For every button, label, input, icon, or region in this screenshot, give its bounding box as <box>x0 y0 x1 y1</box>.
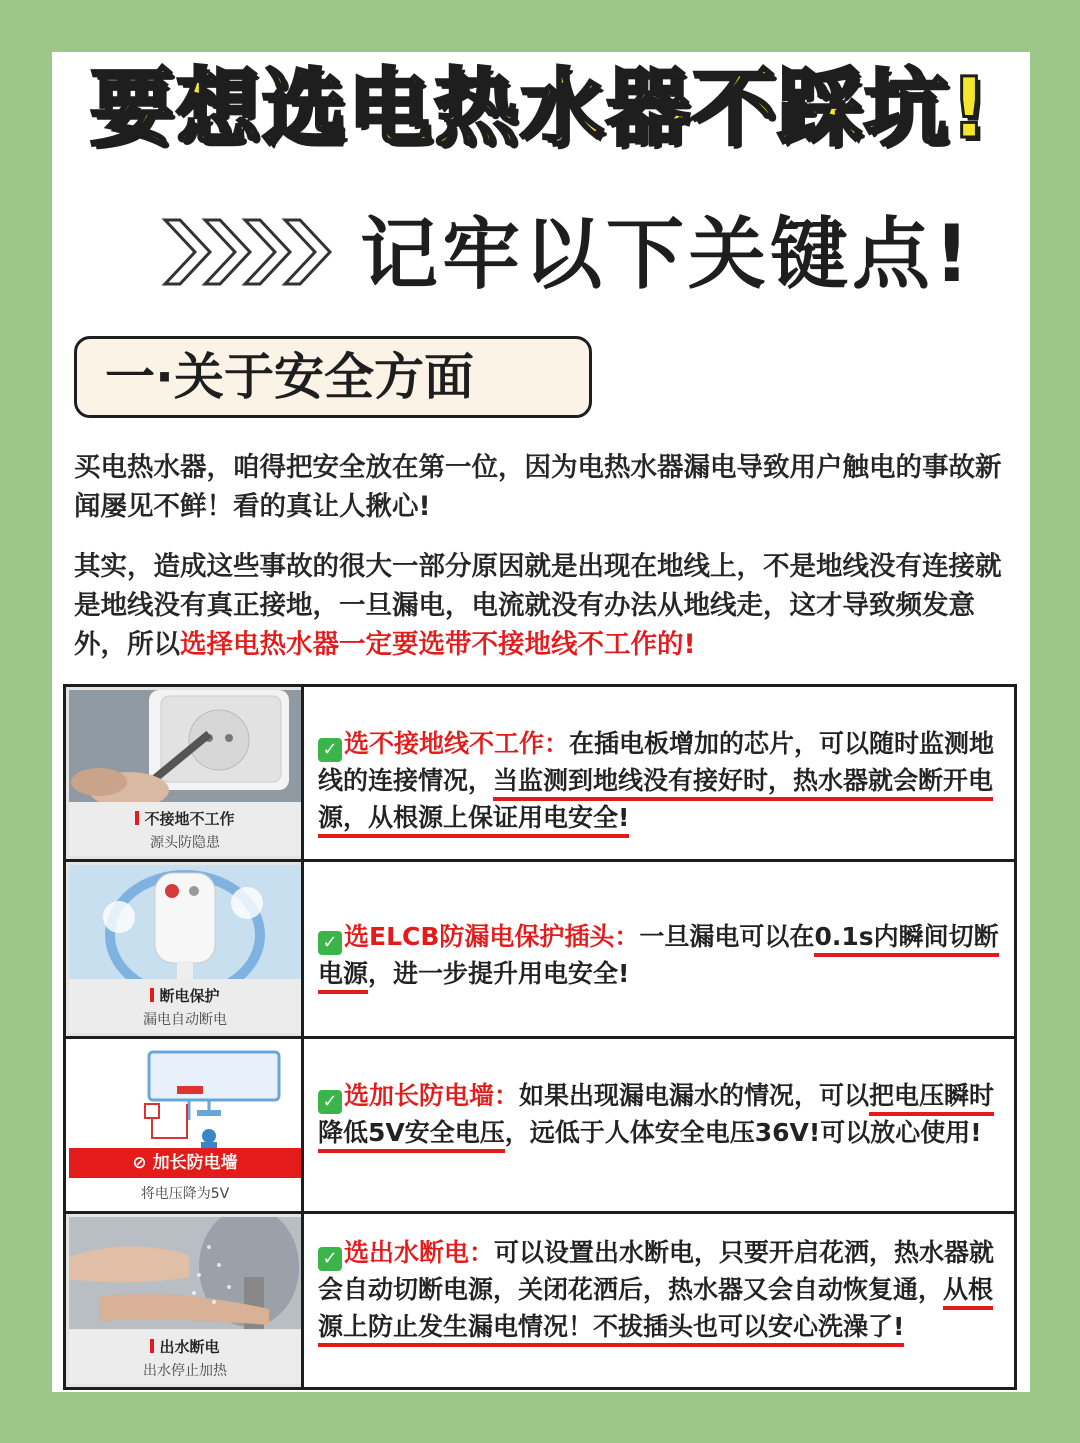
shield-check-icon: ⊘ <box>132 1153 147 1173</box>
feature-text-tail: ，远低于人体安全电压36V!可以放心使用! <box>504 1118 982 1147</box>
caption-title: 不接地不工作 <box>144 810 235 828</box>
socket-screwdriver-photo <box>69 690 301 804</box>
check-mark-icon: ✓ <box>318 738 342 762</box>
feature-description <box>318 918 1008 992</box>
feature-text: 在插电板增加的芯片，可以随时监测地线的连接情况， <box>318 729 995 795</box>
feature-underlined-text: 从根源上防止发生漏电情况！不拔插头也可以安心洗澡了! <box>318 1275 993 1347</box>
feature-caption <box>69 1330 301 1384</box>
feature-underlined-text: 当监测到地线没有接好时，热水器就会断开电源，从根源上保证用电安全! <box>318 766 993 838</box>
caption-banner <box>69 1148 301 1178</box>
check-mark-icon: ✓ <box>318 1247 342 1271</box>
page-subtitle: 记牢以下关键点! <box>360 210 974 300</box>
feature-description <box>318 1234 1008 1345</box>
check-mark-icon: ✓ <box>318 931 342 955</box>
elcb-plug-photo <box>69 865 301 983</box>
caption-subtitle: 出水停止加热 <box>143 1363 227 1379</box>
chevron-right-icon <box>160 212 335 292</box>
caption-subtitle: 将电压降为5V <box>140 1186 230 1202</box>
cause-text: 其实，造成这些事故的很大一部分原因就是出现在地线上，不是地线没有连接就是地线没有真正接地，一旦漏电，电流就没有办法从地线走，这才导致频发意外，所以 <box>74 551 1002 660</box>
cause-highlight: 选择电热水器一定要选带不接地线不工作的! <box>180 629 696 660</box>
cause-paragraph <box>74 547 1014 664</box>
feature-caption <box>69 802 301 856</box>
feature-underlined-text: 0.1s内瞬间切断电源 <box>318 922 999 994</box>
feature-lead: 选ELCB防漏电保护插头： <box>344 922 640 951</box>
table-row <box>66 1039 1014 1214</box>
feature-lead: 选不接地线不工作： <box>344 729 570 758</box>
table-row <box>66 687 1014 862</box>
caption-title: 出水断电 <box>159 1338 220 1356</box>
section-header <box>74 336 592 418</box>
check-mark-icon: ✓ <box>318 1090 342 1114</box>
caption-title: 加长防电墙 <box>152 1153 238 1173</box>
feature-text: 一旦漏电可以在 <box>639 922 815 951</box>
page-title: 要想选电热水器不踩坑! <box>89 59 991 157</box>
feature-text: 可以设置出水断电，只要开启花洒，热水器就会自动切断电源，关闭花洒后，热水器又会自动恢复通， <box>318 1238 995 1304</box>
feature-text: 如果出现漏电漏水的情况，可以 <box>519 1081 870 1110</box>
feature-image-cell <box>66 862 304 1036</box>
caption-subtitle: 源头防隐患 <box>150 835 220 851</box>
feature-description <box>318 1077 1008 1151</box>
section-title: 一·关于安全方面 <box>105 348 474 406</box>
feature-lead: 选出水断电： <box>344 1238 495 1267</box>
feature-text-tail: ，进一步提升用电安全! <box>368 959 630 988</box>
intro-text: 买电热水器，咱得把安全放在第一位，因为电热水器漏电导致用户触电的事故新闻屡见不鲜！看的真让人揪心! <box>74 452 1002 522</box>
feature-table <box>63 684 1017 1390</box>
feature-image-cell <box>66 1039 304 1211</box>
feature-image-cell <box>66 1214 304 1387</box>
feature-description <box>318 725 1008 836</box>
table-row <box>66 862 1014 1039</box>
feature-caption <box>69 979 301 1033</box>
table-row <box>66 1214 1014 1387</box>
caption-subtitle: 漏电自动断电 <box>143 1012 227 1028</box>
feature-lead: 选加长防电墙： <box>344 1081 520 1110</box>
feature-underlined-text: 把电压瞬时降低5V安全电压 <box>318 1081 994 1153</box>
shower-hands-photo <box>69 1217 301 1329</box>
caption-title: 断电保护 <box>159 987 220 1005</box>
feature-image-cell <box>66 687 304 859</box>
heater-diagram <box>69 1042 301 1150</box>
intro-paragraph <box>74 448 1014 526</box>
